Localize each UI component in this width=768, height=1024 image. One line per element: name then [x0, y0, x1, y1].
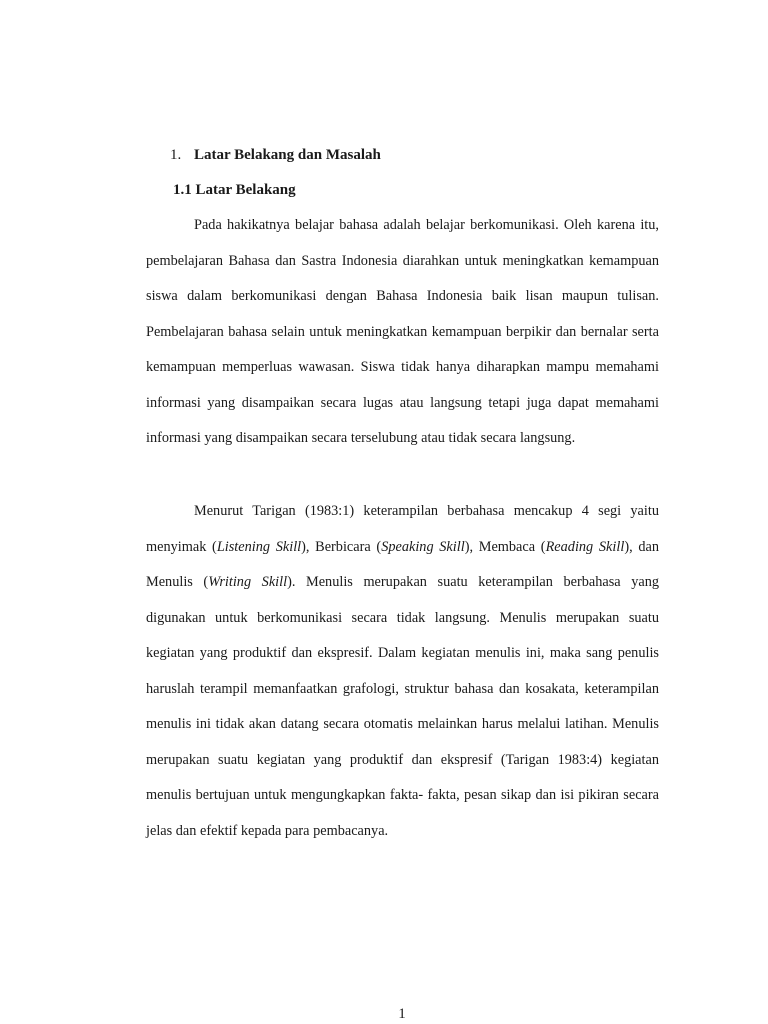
- paragraph-2-text-3: ), Membaca (: [464, 538, 546, 555]
- page-number: 1: [398, 1006, 406, 1022]
- paragraph-2-text-4: ), dan Menulis (: [146, 538, 659, 590]
- section-heading: [170, 145, 381, 165]
- speaking-skill-term: Speaking Skill: [381, 538, 465, 555]
- section-number: 1.: [170, 147, 182, 163]
- paragraph-1: Pada hakikatnya belajar bahasa adalah belajar berkomunikasi. Oleh karena itu, pembelajaran Bahasa dan Sastra Indonesia diarahkan untuk meningkatkan kemampuan siswa dalam berkomunikasi dengan Bahasa Indonesia baik lisan maupun tulisan. Pembelajaran bahasa selain untuk meningkatkan kemampuan berpikir dan bernalar serta kemampuan memperluas wawasan. Siswa tidak hanya diharapkan mampu memahami informasi yang disampaikan secara lugas atau langsung tetapi juga dapat memahami informasi yang disampaikan secara terselubung atau tidak secara langsung.: [146, 217, 659, 446]
- paragraph-2-text-1: Menurut Tarigan (1983:1) keterampilan berbahasa mencakup 4 segi yaitu menyimak (: [146, 503, 659, 555]
- writing-skill-term: Writing Skill: [208, 574, 288, 590]
- section-title: Latar Belakang dan Masalah: [194, 147, 381, 163]
- paragraph-2-text-5: ). Menulis merupakan suatu keterampilan berbahasa yang digunakan untuk berkomunikasi secara tidak langsung. Menulis merupakan suatu kegiatan yang produktif dan ekspresif. Dalam kegiatan menulis ini, maka sang penulis haruslah terampil memanfaatkan grafologi, struktur bahasa dan kosakata, keterampilan menulis ini tidak akan datang secara otomatis melainkan harus melalui latihan. Menulis merupakan suatu kegiatan yang produktif dan ekspresif (Tarigan 1983:4) kegiatan menulis bertujuan untuk mengungkapkan fakta- fakta, pesan sikap dan isi pikiran secara jelas dan efektif kepada para pembacanya.: [146, 574, 659, 839]
- subsection-heading: 1.1 Latar Belakang: [173, 182, 296, 198]
- paragraph-2-text-2: ), Berbicara (: [301, 538, 382, 555]
- paragraph-2: [146, 494, 659, 849]
- reading-skill-term: Reading Skill: [545, 538, 625, 555]
- listening-skill-term: Listening Skill: [216, 538, 302, 555]
